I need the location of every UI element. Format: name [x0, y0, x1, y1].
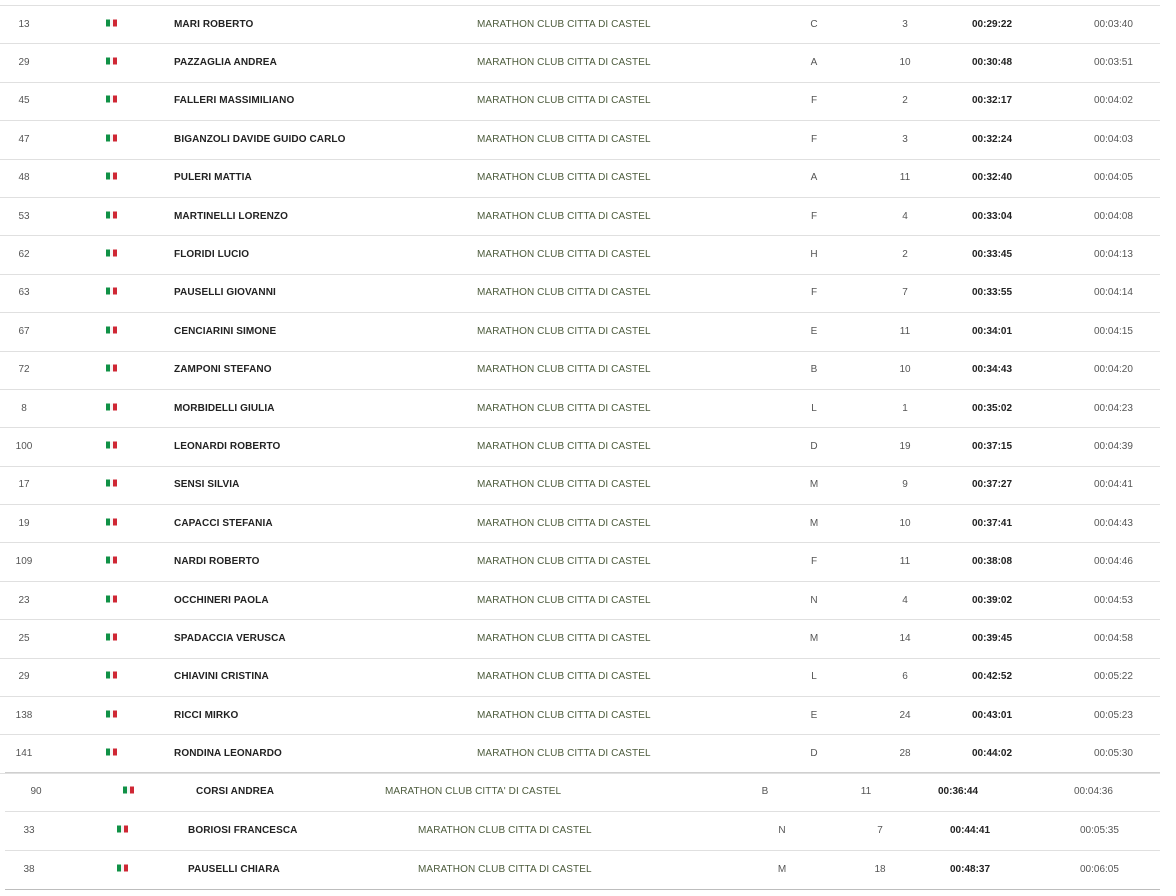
pace: 00:04:36 [1074, 786, 1113, 797]
category: N [778, 825, 786, 836]
athlete-name[interactable]: CAPACCI STEFANIA [174, 517, 273, 529]
pace: 00:05:22 [1094, 671, 1133, 683]
bib-number: 38 [23, 864, 35, 875]
club-name[interactable]: MARATHON CLUB CITTA DI CASTEL [477, 517, 651, 529]
table-row[interactable] [0, 582, 1160, 620]
athlete-name[interactable]: ZAMPONI STEFANO [174, 364, 272, 376]
category-position: 9 [902, 479, 908, 491]
flag-stripe-red [113, 173, 117, 180]
category-position: 10 [899, 364, 911, 376]
table-row[interactable] [0, 467, 1160, 505]
category-position: 3 [902, 133, 908, 145]
flag-stripe-red [113, 633, 117, 640]
club-name[interactable]: MARATHON CLUB CITTA DI CASTEL [477, 556, 651, 568]
bib-number: 109 [15, 556, 33, 568]
club-name[interactable]: MARATHON CLUB CITTA' DI CASTEL [385, 786, 562, 797]
pace: 00:05:35 [1080, 825, 1119, 836]
table-row[interactable] [0, 505, 1160, 543]
bib-number: 100 [15, 440, 33, 452]
table-row[interactable] [5, 851, 1160, 890]
category-position: 11 [899, 172, 911, 184]
bib-number: 45 [18, 95, 30, 107]
italy-flag-icon [106, 211, 117, 218]
table-row[interactable] [0, 659, 1160, 697]
bib-number: 138 [15, 709, 33, 721]
category-position: 18 [874, 864, 886, 875]
athlete-name[interactable]: BIGANZOLI DAVIDE GUIDO CARLO [174, 133, 346, 145]
flag-stripe-red [113, 480, 117, 487]
athlete-name[interactable]: BORIOSI FRANCESCA [188, 825, 298, 836]
club-name[interactable]: MARATHON CLUB CITTA DI CASTEL [418, 864, 592, 875]
table-row[interactable] [0, 428, 1160, 466]
table-row[interactable] [0, 236, 1160, 274]
pace: 00:04:46 [1094, 556, 1133, 568]
italy-flag-icon [106, 134, 117, 141]
flag-stripe-red [113, 557, 117, 564]
table-row[interactable] [0, 121, 1160, 159]
category-position: 11 [899, 325, 911, 337]
italy-flag-icon [106, 250, 117, 257]
athlete-name[interactable]: CORSI ANDREA [196, 786, 275, 797]
italy-flag-icon [106, 173, 117, 180]
bib-number: 141 [15, 748, 33, 760]
finish-time: 00:37:41 [972, 517, 1013, 529]
category: L [811, 671, 817, 683]
bib-number: 25 [18, 632, 30, 644]
bib-number: 23 [18, 594, 30, 606]
category: H [810, 249, 818, 261]
category: M [809, 632, 819, 644]
category-position: 7 [877, 825, 883, 836]
athlete-name[interactable]: MARTINELLI LORENZO [174, 210, 289, 222]
pace: 00:04:58 [1094, 632, 1133, 644]
pace: 00:03:51 [1094, 57, 1133, 69]
italy-flag-icon [106, 19, 117, 26]
athlete-name[interactable]: PAUSELLI CHIARA [188, 864, 280, 875]
bib-number: 29 [18, 671, 30, 683]
category: A [810, 172, 818, 184]
category-position: 10 [899, 57, 911, 69]
athlete-name[interactable]: OCCHINERI PAOLA [174, 594, 269, 606]
flag-stripe-red [113, 403, 117, 410]
flag-stripe-red [113, 58, 117, 65]
bib-number: 53 [18, 210, 30, 222]
finish-time: 00:29:22 [972, 18, 1013, 30]
athlete-name[interactable]: PAZZAGLIA ANDREA [174, 57, 277, 69]
club-name[interactable]: MARATHON CLUB CITTA DI CASTEL [477, 748, 651, 760]
category: L [811, 402, 817, 414]
pace: 00:04:23 [1094, 402, 1133, 414]
table-row[interactable] [0, 160, 1160, 198]
pace: 00:04:08 [1094, 210, 1133, 222]
bib-number: 48 [18, 172, 30, 184]
category: M [809, 479, 819, 491]
category-position: 4 [902, 594, 908, 606]
italy-flag-icon [106, 518, 117, 525]
pace: 00:04:14 [1094, 287, 1133, 299]
flag-stripe-red [113, 250, 117, 257]
italy-flag-icon [106, 557, 117, 564]
bib-number: 29 [18, 57, 30, 69]
club-name[interactable]: MARATHON CLUB CITTA DI CASTEL [477, 95, 651, 107]
athlete-name[interactable]: PAUSELLI GIOVANNI [174, 287, 276, 299]
category: N [810, 594, 818, 606]
pace: 00:04:53 [1094, 594, 1133, 606]
finish-time: 00:43:01 [972, 709, 1013, 721]
table-row[interactable] [0, 352, 1160, 390]
flag-stripe-red [113, 211, 117, 218]
table-row[interactable] [5, 812, 1160, 851]
finish-time: 00:37:15 [972, 440, 1013, 452]
flag-stripe-red [113, 288, 117, 295]
flag-stripe-red [113, 326, 117, 333]
flag-stripe-red [113, 710, 117, 717]
category-position: 6 [902, 671, 908, 683]
pace: 00:04:43 [1094, 517, 1133, 529]
category: M [809, 517, 819, 529]
club-name[interactable]: MARATHON CLUB CITTA DI CASTEL [477, 479, 651, 491]
table-row[interactable] [0, 697, 1160, 735]
flag-stripe-red [113, 96, 117, 103]
finish-time: 00:33:45 [972, 249, 1013, 261]
category: B [761, 786, 769, 797]
finish-time: 00:44:41 [950, 825, 991, 836]
category: F [810, 133, 818, 145]
table-row[interactable] [0, 198, 1160, 236]
category-position: 11 [860, 786, 872, 797]
club-name[interactable]: MARATHON CLUB CITTA DI CASTEL [477, 18, 651, 30]
bib-number: 67 [18, 325, 30, 337]
athlete-name[interactable]: RONDINA LEONARDO [174, 748, 282, 760]
category-position: 19 [899, 440, 911, 452]
category: F [810, 210, 818, 222]
italy-flag-icon [106, 441, 117, 448]
category: D [810, 748, 818, 760]
athlete-name[interactable]: NARDI ROBERTO [174, 556, 260, 568]
table-row[interactable] [0, 44, 1160, 82]
flag-stripe-red [113, 19, 117, 26]
bib-number: 19 [18, 517, 30, 529]
flag-stripe-red [113, 672, 117, 679]
finish-time: 00:44:02 [972, 748, 1013, 760]
club-name[interactable]: MARATHON CLUB CITTA DI CASTEL [477, 709, 651, 721]
italy-flag-icon [106, 365, 117, 372]
results-table-extra [5, 772, 1160, 890]
pace: 00:05:30 [1094, 748, 1133, 760]
italy-flag-icon [106, 595, 117, 602]
table-row[interactable] [0, 390, 1160, 428]
italy-flag-icon [117, 865, 128, 872]
athlete-name[interactable]: MORBIDELLI GIULIA [174, 402, 275, 414]
flag-stripe-red [113, 365, 117, 372]
table-row[interactable] [0, 735, 1160, 773]
category: B [810, 364, 818, 376]
finish-time: 00:34:01 [972, 325, 1013, 337]
club-name[interactable]: MARATHON CLUB CITTA DI CASTEL [477, 287, 651, 299]
pace: 00:04:13 [1094, 249, 1133, 261]
finish-time: 00:32:40 [972, 172, 1013, 184]
category-position: 24 [899, 709, 911, 721]
pace: 00:04:15 [1094, 325, 1133, 337]
table-row[interactable] [5, 773, 1160, 812]
category: F [810, 287, 818, 299]
club-name[interactable]: MARATHON CLUB CITTA DI CASTEL [477, 172, 651, 184]
category: C [810, 18, 818, 30]
pace: 00:04:03 [1094, 133, 1133, 145]
category-position: 2 [902, 95, 908, 107]
finish-time: 00:34:43 [972, 364, 1013, 376]
flag-stripe-red [113, 595, 117, 602]
table-row[interactable] [0, 83, 1160, 121]
athlete-name[interactable]: CENCIARINI SIMONE [174, 325, 277, 337]
finish-time: 00:33:04 [972, 210, 1013, 222]
finish-time: 00:33:55 [972, 287, 1013, 299]
bib-number: 47 [18, 133, 30, 145]
finish-time: 00:32:17 [972, 95, 1013, 107]
table-row[interactable] [0, 6, 1160, 44]
bib-number: 72 [18, 364, 30, 376]
athlete-name[interactable]: FALLERI MASSIMILIANO [174, 95, 295, 107]
category-position: 1 [902, 402, 908, 414]
athlete-name[interactable]: LEONARDI ROBERTO [174, 440, 281, 452]
results-table [0, 6, 1160, 774]
flag-stripe-red [130, 787, 134, 794]
athlete-name[interactable]: RICCI MIRKO [174, 709, 239, 721]
category-position: 2 [902, 249, 908, 261]
flag-stripe-red [113, 441, 117, 448]
flag-stripe-red [124, 826, 128, 833]
finish-time: 00:48:37 [950, 864, 991, 875]
category: E [810, 325, 818, 337]
pace: 00:03:40 [1094, 18, 1133, 30]
category-position: 11 [899, 556, 911, 568]
italy-flag-icon [106, 403, 117, 410]
italy-flag-icon [106, 96, 117, 103]
category: F [810, 556, 818, 568]
bib-number: 63 [18, 287, 30, 299]
club-name[interactable]: MARATHON CLUB CITTA DI CASTEL [477, 325, 651, 337]
bib-number: 62 [18, 249, 30, 261]
italy-flag-icon [106, 672, 117, 679]
club-name[interactable]: MARATHON CLUB CITTA DI CASTEL [418, 825, 592, 836]
club-name[interactable]: MARATHON CLUB CITTA DI CASTEL [477, 594, 651, 606]
pace: 00:04:41 [1094, 479, 1133, 491]
category: E [810, 709, 818, 721]
category-position: 10 [899, 517, 911, 529]
club-name[interactable]: MARATHON CLUB CITTA DI CASTEL [477, 632, 651, 644]
club-name[interactable]: MARATHON CLUB CITTA DI CASTEL [477, 57, 651, 69]
finish-time: 00:42:52 [972, 671, 1013, 683]
category-position: 28 [899, 748, 911, 760]
bib-number: 90 [30, 786, 42, 797]
club-name[interactable]: MARATHON CLUB CITTA DI CASTEL [477, 210, 651, 222]
athlete-name[interactable]: SPADACCIA VERUSCA [174, 632, 286, 644]
athlete-name[interactable]: SENSI SILVIA [174, 479, 240, 491]
italy-flag-icon [123, 787, 134, 794]
athlete-name[interactable]: FLORIDI LUCIO [174, 249, 250, 261]
finish-time: 00:36:44 [938, 786, 979, 797]
category-position: 3 [902, 18, 908, 30]
pace: 00:04:02 [1094, 95, 1133, 107]
italy-flag-icon [106, 710, 117, 717]
category-position: 7 [902, 287, 908, 299]
club-name[interactable]: MARATHON CLUB CITTA DI CASTEL [477, 671, 651, 683]
category: A [810, 57, 818, 69]
category: M [777, 864, 787, 875]
finish-time: 00:30:48 [972, 57, 1013, 69]
table-row[interactable] [0, 543, 1160, 581]
finish-time: 00:39:45 [972, 632, 1013, 644]
italy-flag-icon [106, 749, 117, 756]
bib-number: 17 [18, 479, 30, 491]
pace: 00:04:05 [1094, 172, 1133, 184]
pace: 00:05:23 [1094, 709, 1133, 721]
bib-number: 8 [21, 402, 27, 414]
pace: 00:04:20 [1094, 364, 1133, 376]
athlete-name[interactable]: MARI ROBERTO [174, 18, 254, 30]
italy-flag-icon [106, 58, 117, 65]
finish-time: 00:37:27 [972, 479, 1013, 491]
category-position: 14 [899, 632, 911, 644]
flag-stripe-red [113, 749, 117, 756]
club-name[interactable]: MARATHON CLUB CITTA DI CASTEL [477, 133, 651, 145]
finish-time: 00:39:02 [972, 594, 1013, 606]
table-row[interactable] [0, 313, 1160, 351]
category-position: 4 [902, 210, 908, 222]
italy-flag-icon [106, 480, 117, 487]
finish-time: 00:32:24 [972, 133, 1013, 145]
club-name[interactable]: MARATHON CLUB CITTA DI CASTEL [477, 402, 651, 414]
athlete-name[interactable]: PULERI MATTIA [174, 172, 252, 184]
table-row[interactable] [0, 275, 1160, 313]
athlete-name[interactable]: CHIAVINI CRISTINA [174, 671, 269, 683]
italy-flag-icon [106, 633, 117, 640]
pace: 00:06:05 [1080, 864, 1119, 875]
club-name[interactable]: MARATHON CLUB CITTA DI CASTEL [477, 440, 651, 452]
category: D [810, 440, 818, 452]
club-name[interactable]: MARATHON CLUB CITTA DI CASTEL [477, 249, 651, 261]
italy-flag-icon [106, 288, 117, 295]
italy-flag-icon [117, 826, 128, 833]
bib-number: 13 [18, 18, 30, 30]
finish-time: 00:35:02 [972, 402, 1013, 414]
flag-stripe-red [113, 518, 117, 525]
pace: 00:04:39 [1094, 440, 1133, 452]
italy-flag-icon [106, 326, 117, 333]
flag-stripe-red [113, 134, 117, 141]
category: F [810, 95, 818, 107]
flag-stripe-red [124, 865, 128, 872]
club-name[interactable]: MARATHON CLUB CITTA DI CASTEL [477, 364, 651, 376]
bib-number: 33 [23, 825, 35, 836]
finish-time: 00:38:08 [972, 556, 1013, 568]
table-row[interactable] [0, 620, 1160, 658]
